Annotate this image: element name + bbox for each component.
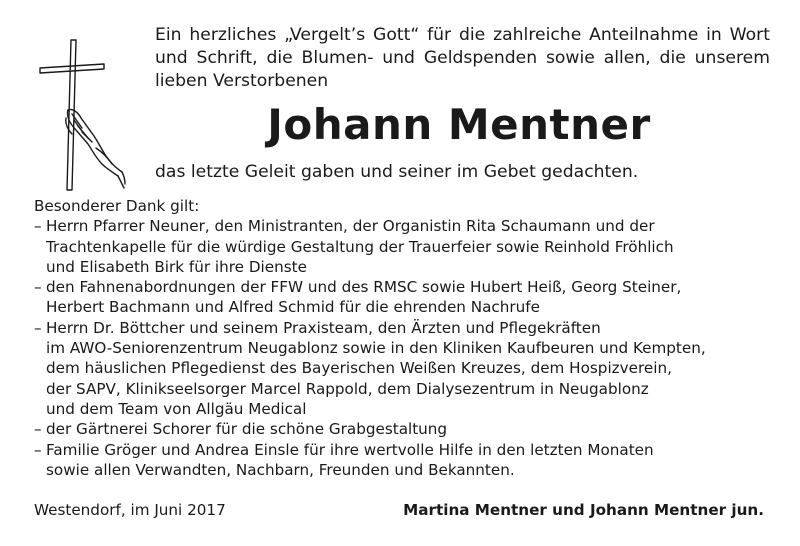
dash-bullet-icon: – <box>34 217 42 236</box>
dash-bullet-icon: – <box>34 420 42 439</box>
thanks-list <box>34 216 754 480</box>
thanks-section <box>34 196 754 480</box>
intro-text: Ein herzliches „Vergelt’s Gott“ für die zahlreiche Anteilnahme in Wort und Schrift, die Blumen- und Geldspenden sowie allen, die unserem lieben Verstorbenen <box>155 25 770 91</box>
list-item <box>34 216 754 277</box>
thanks-heading: Besonderer Dank gilt: <box>34 197 200 215</box>
signers: Martina Mentner und Johann Mentner jun. <box>403 501 764 519</box>
list-item-line: und dem Team von Allgäu Medical <box>46 399 307 418</box>
list-item <box>34 419 754 439</box>
closing-text: das letzte Geleit gaben und seiner im Gebet gedachten. <box>155 162 639 182</box>
list-item-line: Herbert Bachmann und Alfred Schmid für die ehrenden Nachrufe <box>46 298 540 317</box>
list-item-line: sowie allen Verwandten, Nachbarn, Freunden und Bekannten. <box>46 460 515 479</box>
list-item-line: und Elisabeth Birk für ihre Dienste <box>46 257 307 276</box>
list-item-line: Trachtenkapelle für die würdige Gestaltung der Trauerfeier sowie Reinhold Fröhlich <box>46 237 674 256</box>
list-item <box>34 318 754 419</box>
list-item-line: im AWO-Seniorenzentrum Neugablonz sowie in den Kliniken Kaufbeuren und Kempten, <box>46 339 706 358</box>
list-item-line: Familie Gröger und Andrea Einsle für ihre wertvolle Hilfe in den letzten Monaten <box>46 440 654 459</box>
dash-bullet-icon: – <box>34 278 42 297</box>
place-date: Westendorf, im Juni 2017 <box>34 501 226 519</box>
dash-bullet-icon: – <box>34 318 42 337</box>
dash-bullet-icon: – <box>34 440 42 459</box>
list-item <box>34 277 754 318</box>
list-item-line: den Fahnenabordnungen der FFW und des RMSC sowie Hubert Heiß, Georg Steiner, <box>46 278 682 297</box>
list-item <box>34 440 754 481</box>
list-item-line: der SAPV, Klinikseelsorger Marcel Rappold, dem Dialysezentrum in Neugablonz <box>46 379 649 398</box>
list-item-line: Herrn Dr. Böttcher und seinem Praxisteam, den Ärzten und Pflegekräften <box>46 318 601 337</box>
list-item-line: dem häuslichen Pflegedienst des Bayerischen Weißen Kreuzes, dem Hospizverein, <box>46 359 672 378</box>
list-item-line: der Gärtnerei Schorer für die schöne Grabgestaltung <box>46 420 448 439</box>
deceased-name: Johann Mentner <box>267 100 651 149</box>
list-item-line: Herrn Pfarrer Neuner, den Ministranten, der Organistin Rita Schaumann und der <box>46 217 655 236</box>
